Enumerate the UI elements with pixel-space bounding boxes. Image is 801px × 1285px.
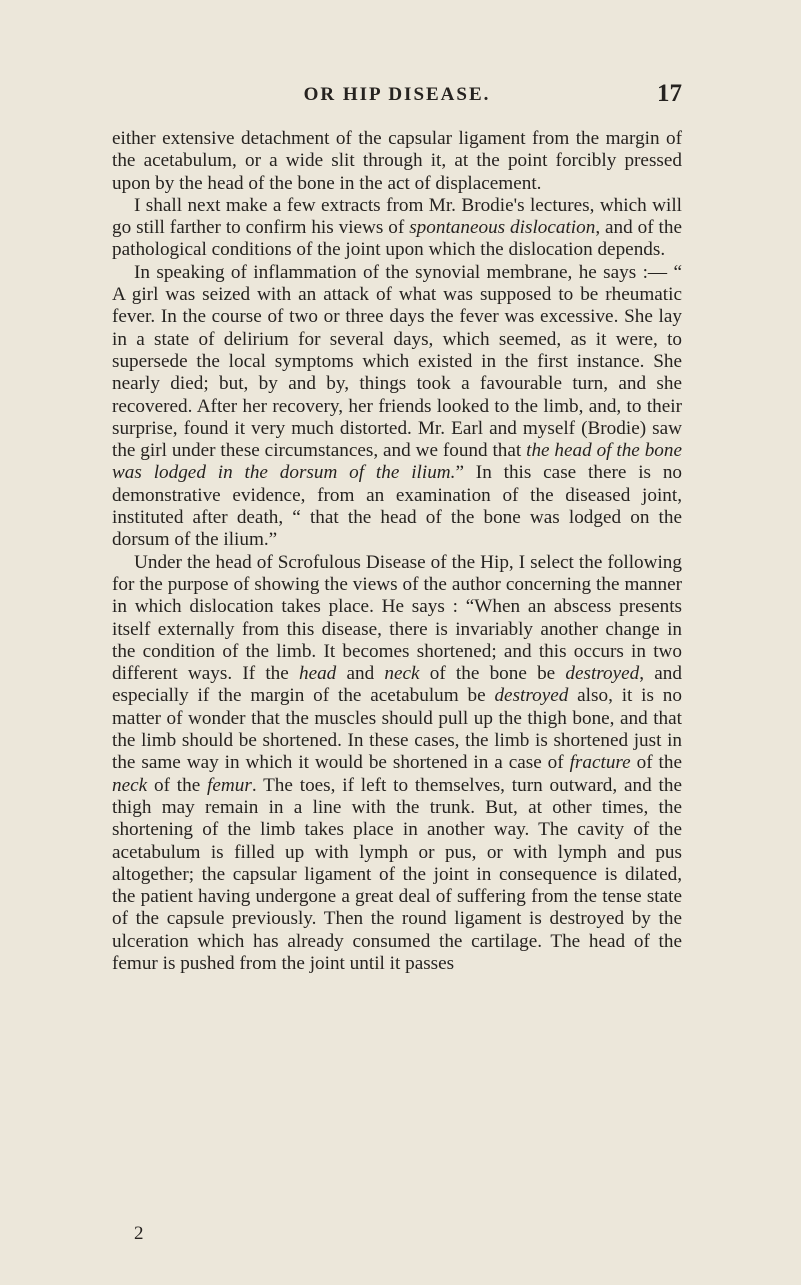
italic-text: head <box>298 663 337 685</box>
italic-text: destroyed <box>565 663 640 685</box>
italic-text: the head of the bone was lodged in the dorsum of the ilium. <box>112 440 682 484</box>
italic-text: neck <box>384 663 420 685</box>
text-run: , and especially if the margin of the acetabulum be <box>112 663 682 707</box>
paragraph-2 <box>112 195 682 262</box>
running-title: OR HIP DISEASE. <box>303 84 491 105</box>
page-header <box>112 80 682 112</box>
text-run: I shall next make a few extracts from Mr. Brodie's lectures, which will go still farther to confirm his views of <box>112 194 682 239</box>
signature-mark: 2 <box>134 1223 144 1244</box>
text-run: , and of the pathological conditions of the joint upon which the dislocation depends. <box>112 217 682 261</box>
text-run: also, it is no matter of wonder that the muscles should pull up the thigh bone, and that the limb should be shortened. In these cases, the limb is shortened just in the same way in which it would be shortened in a case of <box>112 685 682 774</box>
italic-text: destroyed <box>494 685 569 707</box>
italic-text: spontaneous dislocation <box>409 217 596 239</box>
text-run: Under the head of Scrofulous Disease of the Hip, I select the following for the purpose of showing the views of the author concerning the manner in which dislocation takes place. He says : “When an abscess presents itself externally from this disease, there is invariably another change in the condition of the limb. It becomes shortened; and this occurs in two different ways. If the <box>112 551 682 685</box>
text-run: and <box>336 663 385 685</box>
text-run: ” In this case there is no demonstrative evidence, from an examination of the diseased joint, instituted after death, “ that the head of the bone was lodged on the dorsum of the ilium.” <box>112 462 683 551</box>
page-number: 17 <box>657 80 682 107</box>
text-run: . The toes, if left to themselves, turn outward, and the thigh may remain in a line with the trunk. But, at other times, the shortening of the limb takes place in another way. The cavity of the acetabulum is filled up with lymph or pus, or with lymph and pus altogether; the capsular ligament of the joint in consequence is dilated, the patient having undergone a great deal of suffering from the tense state of the capsule previously. Then the round ligament is destroyed by the ulceration which has already consumed the cartilage. The head of the femur is pushed from the joint until it passes <box>112 774 682 974</box>
text-run: of the <box>630 752 682 774</box>
text-run: either extensive detachment of the capsular ligament from the margin of the acetabulum, or a wide slit through it, at the point forcibly pressed upon by the head of the bone in the act of displacement. <box>112 128 682 194</box>
text-run: In speaking of inflammation of the synovial membrane, he says :— “ A girl was seized with an attack of what was supposed to be rheumatic fever. In the course of two or three days the fever was excessive. She lay in a state of delirium for several days, which seemed, as it were, to supersede the local symptoms which existed in the first instance. She nearly died; but, by and by, things took a favourable turn, and she recovered. After her recovery, her friends looked to the limb, and, to their surprise, found it very much distorted. Mr. Earl and myself (Brodie) saw the girl under these circumstances, and we found that <box>112 261 682 462</box>
paragraph-3 <box>112 262 682 552</box>
text-run: of the bone be <box>419 663 566 685</box>
paragraph-4 <box>112 552 682 976</box>
italic-text: neck <box>112 774 148 796</box>
text-run: of the <box>147 774 208 796</box>
body-text <box>112 128 682 975</box>
paragraph-1 <box>112 128 682 195</box>
italic-text: femur <box>207 774 252 796</box>
italic-text: fracture <box>569 752 631 774</box>
